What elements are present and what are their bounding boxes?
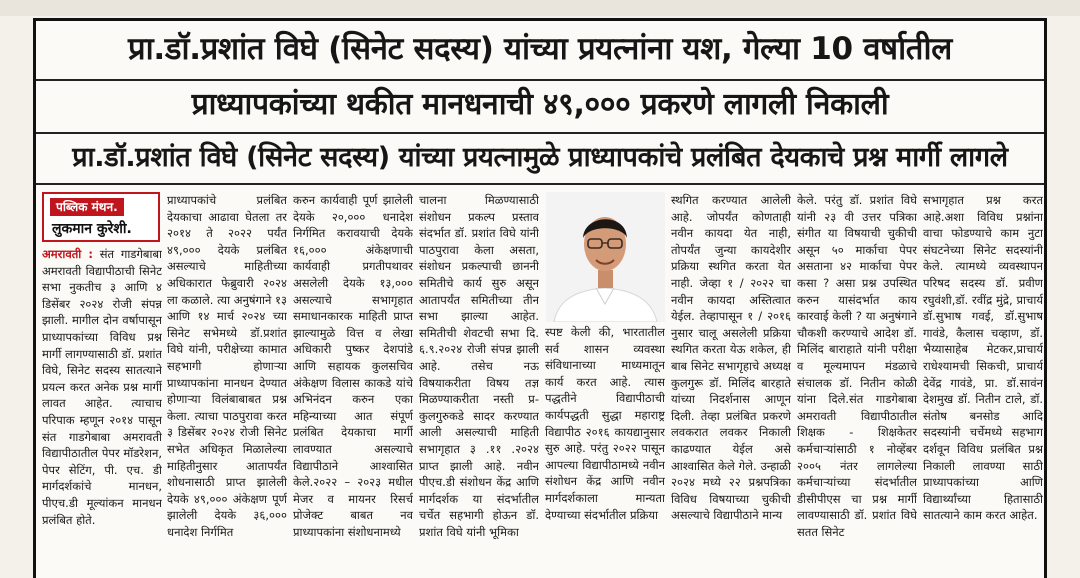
article-column-3 [293,192,413,578]
article-column-6 [671,192,791,578]
article-column-2 [167,192,287,578]
column-text: स्पष्ट केली की, भारतातील सर्व शासन व्यवस्था संविधानाच्या माध्यमातून कार्य करत आहे. त्यास पद्धतीने विद्यापीठाची कार्यपद्धती सुद्धा महाराष्ट्र विद्यापीठ २०१६ कायद्यानुसार सुरु आहे. परंतु २०२२ पासून आपल्या विद्यापीठामध्ये नवीन संशोधन केंद्र आणि नवीन मार्गदर्शकाला मान्यता देण्याच्या संदर्भातील प्रक्रिया [545,325,665,522]
article-column-5 [545,324,665,578]
headline-line-1: प्रा.डॉ.प्रशांत विघे (सिनेट सदस्य) यांच्या प्रयत्नांना यश, गेल्या 10 वर्षातील [128,31,952,67]
divider [36,183,1044,185]
author-name: लुकमान कुरेशी. [52,221,132,237]
article-column-4 [419,192,539,578]
portrait-photo [546,192,665,322]
divider [36,79,1044,81]
subheadline: प्रा.डॉ.प्रशांत विघे (सिनेट सदस्य) यांच्या प्रयत्नामुळे प्राध्यापकांचे प्रलंबित देयकाचे प्रश्न मार्गी लागले [72,142,1008,173]
byline-logo [42,192,160,242]
column-text: प्राध्यापकांचे प्रलंबित देयकाचा आढावा घेतला तर २०१४ ते २०२२ पर्यंत ४९,००० देयके प्रलंबित असल्याचे माहितीच्या अधिकारात फेब्रुवारी २०२४ ला कळाले. त्या अनुषंगाने १३ आणि १४ मार्च २०२४ च्या सिनेट सभेमध्ये डॉ.प्रशांत विघे यांनी, परीक्षेच्या कामात सहभागी होणाऱ्या प्राध्यापकांना मानधन देण्यात होणाऱ्या विलंबाबाबत प्रश्न केला. त्याचा पाठपुरावा करत ३ डिसेंबर २०२४ रोजी सिनेट सभेत अधिकृत मिळालेल्या माहितीनुसार आतापर्यंत शोधनासाठी प्राप्त झालेली देयके ४९,००० अंकेक्षण पूर्ण झालेली देयके ३६,००० धनादेश निर्गमित [167,193,287,539]
article-column-7 [797,192,917,578]
column-text: करुन कार्यवाही पूर्ण झालेली देयके २०,००० धनादेश निर्गमित करावयाची देयके १६,००० अंकेक्षणाची कार्यवाही प्रगतीपथावर असलेली देयके १३,००० असल्याचे सभागृहात समाधानकारक माहिती प्राप्त झाल्यामुळे वित्त व लेखा अधिकारी पुष्कर देशपांडे आणि सहायक कुलसचिव अंकेक्षण विलास काकडे यांचे अभिनंदन करुन एका महिन्याच्या आत संपूर्ण प्रलंबित देयकाचा मार्गी लावण्यात असल्याचे विद्यापीठाने आश्वासित केले.२०२२ – २०२३ मधील मेजर व मायनर रिसर्च प्रोजेक्ट बाबत नव प्राध्यापकांना संशोधनामध्ये [293,193,413,539]
headline-line-2: प्राध्यापकांच्या थकीत मानधनाची ४९,००० प्रकरणे लागली निकाली [191,87,889,122]
column-text: स्थगित करण्यात आलेली आहे. जोपर्यंत कोणताही नवीन कायदा येत नाही, तोपर्यंत जुन्या कायदेशीर प्रक्रिया स्थगित करता येत नाही. जेव्हा १ / २०२२ चा नवीन कायदा अस्तित्वात येईल. तेव्हापासून १ / २०१६ नुसार चालू असलेली प्रक्रिया स्थगित करता येऊ शकेल, ही बाब सिनेट सभागृहाचे अध्यक्ष कुलगुरू डॉ. मिलिंद बारहाते यांच्या निदर्शनास आणून दिली. तेव्हा प्रलंबित प्रकरणे लवकरात लवकर निकाली काढण्यात येईल असे आश्वासित केले गेले. उन्हाळी २०२४ मध्ये २२ प्रश्नपत्रिका विविध विषयाच्या चुकीची असल्याचे विद्यापीठाने मान्य [671,193,791,523]
column-text: चालना मिळण्यासाठी संशोधन प्रकल्प प्रस्ताव संदर्भात डॉ. प्रशांत विघे यांनी पाठपुरावा केला असता, संशोधन प्रकल्पाची छाननी समितीचे कार्य सुरु असून आतापर्यंत समितीच्या तीन सभा झाल्या आहेत. समितीची शेवटची सभा दि. ६.९.२०२४ रोजी संपन्न झाली आहे. तसेच नऊ विषयाकरीता विषय तज्ञ मिळण्याकरीता नस्ती प्र-कुलगुरुकडे सादर करण्यात आली असल्याची माहिती सभागृहात ३ .११ .२०२४ प्राप्त झाली आहे. नवीन पीएच.डी संशोधन केंद्र आणि मार्गदर्शक या संदर्भातील चर्चेत सहभागी होऊन डॉ. प्रशांत विघे यांनी भूमिका [419,193,539,539]
divider [36,132,1044,134]
article-column-1 [42,246,162,578]
person-image [546,192,665,322]
article-column-8 [923,192,1043,578]
column-text: सभागृहात प्रश्न करत आहे.अशा विविध प्रश्नांना वाचा फोडण्याचे काम नुटा संघटनेच्या सिनेट सदस्यांनी केले. त्यामध्ये व्यवस्थापन परिषद सदस्य डॉ. प्रवीण रघुवंशी,डॉ. रवींद्र मुंद्रे, प्राचार्य डॉ.सुभाष गवई, डॉ.सुभाष गावंडे, कैलास चव्हाण, डॉ. भैय्यासाहेब मेटकर,प्राचार्य राधेश्यामची सिकची, प्राचार्य देवेंद्र गावंडे, प्रा. डॉ.सावंन देशमुख डॉ. नितीन टाले, डॉ. संतोष बनसोड आदि सदस्यांनी चर्चेमध्ये सहभाग दर्शवून विविध प्रलंबित प्रश्न निकाली लावण्या साठी प्राध्यापकांच्या आणि विद्यार्थ्यांच्या हितासाठी सातत्याने काम करत आहेत. [923,193,1043,523]
dateline: अमरावती : [42,247,93,261]
brand-label: पब्लिक मंथन. [50,198,124,216]
top-strip [0,0,1080,16]
column-text: केले. परंतु डॉ. प्रशांत विघे यांनी २३ वी उत्तर पत्रिका संगीत या विषयाची चुकीची असून ५० मार्काचा पेपर असताना ४२ मार्काचा पेपर कसा ? असा प्रश्न उपस्थित करुन यासंदर्भात काय कारवाई केली ? या अनुषंगाने चौकशी करण्याचे आदेश डॉ. मिलिंद बाराहाते यांनी परीक्षा व मूल्यमापन मंडळाचे संचालक डॉ. नितीन कोळी यांना दिले.संत गाडगेबाबा अमरावती विद्यापीठातील शिक्षक - शिक्षकेतर कर्मचाऱ्यांसाठी १ नोव्हेंबर २००५ नंतर लागलेल्या कर्मचाऱ्यांच्या संदर्भातील डीसीपीएस चा प्रश्न मार्गी लावण्यासाठी डॉ. प्रशांत विघे सतत सिनेट [797,193,917,539]
column-text: संत गाडगेबाबा अमरावती विद्यापीठाची सिनेट सभा नुकतीच ३ आणि ४ डिसेंबर २०२४ रोजी संपन्न झाली. मागील दोन वर्षापासून प्राध्यापकांच्या विविध प्रश्न मार्गी लागण्यासाठी डॉ. प्रशांत विघे, सिनेट सदस्य सातत्याने प्रयत्न करत अनेक प्रश्न मार्गी लावत आहेत. त्याचाच परिपाक म्हणून २०१४ पासून संत गाडगेबाबा अमरावती विद्यापीठातील पेपर मॉडरेशन, पेपर सेटिंग, पी. एच. डी मार्गदर्शकांचे मानधन, पीएच.डी मूल्यांकन मानधन प्रलंबित होते. [42,247,162,527]
